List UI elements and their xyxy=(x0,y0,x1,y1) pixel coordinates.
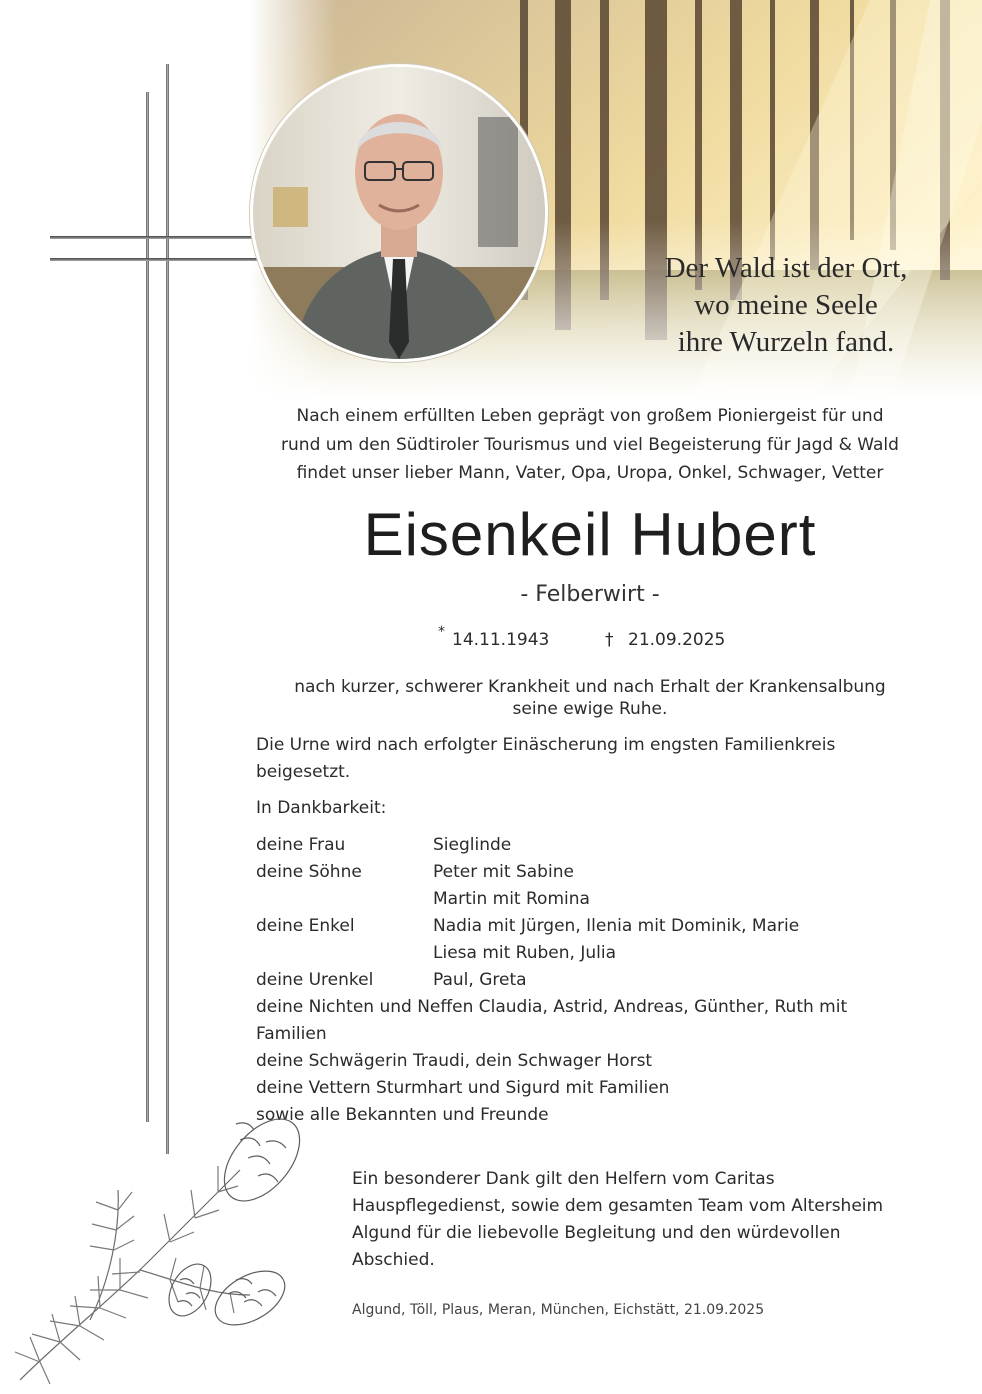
quote-line: ihre Wurzeln fand. xyxy=(677,326,895,358)
portrait-photo xyxy=(250,64,548,362)
family-row xyxy=(256,859,916,886)
thanks-line: Abschied. xyxy=(352,1250,435,1270)
birth-date: 14.11.1943 xyxy=(452,630,550,650)
birth-symbol: * xyxy=(438,624,445,640)
passing-text xyxy=(230,676,950,720)
memorial-quote xyxy=(600,250,972,361)
family-row xyxy=(256,940,916,967)
family-names: Peter mit Sabine xyxy=(433,862,574,882)
family-relation: deine Frau xyxy=(256,835,346,855)
family-relation: sowie alle Bekannten und Freunde xyxy=(256,1105,549,1125)
urn-line: beigesetzt. xyxy=(256,762,351,782)
death-date: 21.09.2025 xyxy=(628,630,726,650)
family-relation: Familien xyxy=(256,1024,327,1044)
family-relation: deine Nichten und Neffen Claudia, Astrid, Andreas, Günther, Ruth mit xyxy=(256,997,848,1017)
family-row xyxy=(256,1102,916,1129)
family-relation: deine Schwägerin Traudi, dein Schwager Horst xyxy=(256,1051,653,1071)
intro-line: Nach einem erfüllten Leben geprägt von großem Pioniergeist für und xyxy=(296,406,884,426)
family-list xyxy=(256,832,916,1129)
pine-branch-illustration xyxy=(0,1080,320,1390)
intro-text xyxy=(230,402,950,488)
family-names: Liesa mit Ruben, Julia xyxy=(433,943,616,963)
family-relation: deine Söhne xyxy=(256,862,362,882)
family-row xyxy=(256,1075,916,1102)
family-names: Nadia mit Jürgen, Ilenia mit Dominik, Marie xyxy=(433,916,800,936)
deceased-nickname: - Felberwirt - xyxy=(520,582,660,607)
intro-line: rund um den Südtiroler Tourismus und viel Begeisterung für Jagd & Wald xyxy=(281,434,899,455)
family-row xyxy=(256,994,916,1021)
family-names: Martin mit Romina xyxy=(433,889,590,909)
family-names: Paul, Greta xyxy=(433,970,527,990)
family-row xyxy=(256,832,916,859)
quote-line: wo meine Seele xyxy=(694,289,878,321)
family-relation: deine Vettern Sturmhart und Sigurd mit Familien xyxy=(256,1078,670,1098)
death-symbol: † xyxy=(605,630,614,650)
gratitude-heading: In Dankbarkeit: xyxy=(256,798,387,818)
special-thanks xyxy=(352,1166,912,1274)
thanks-line: Hauspflegedienst, sowie dem gesamten Team vom Altersheim xyxy=(352,1196,884,1216)
deceased-name: Eisenkeil Hubert xyxy=(363,501,817,568)
passing-line: nach kurzer, schwerer Krankheit und nach Erhalt der Krankensalbung xyxy=(294,677,886,697)
passing-line: seine ewige Ruhe. xyxy=(512,699,668,719)
family-row xyxy=(256,967,916,994)
family-names: Sieglinde xyxy=(433,835,512,855)
family-relation: deine Urenkel xyxy=(256,970,374,990)
family-row xyxy=(256,1021,916,1048)
thanks-line: Ein besonderer Dank gilt den Helfern vom Caritas xyxy=(352,1169,775,1189)
intro-line: findet unser lieber Mann, Vater, Opa, Uropa, Onkel, Schwager, Vetter xyxy=(296,463,884,483)
family-row xyxy=(256,1048,916,1075)
place-and-date: Algund, Töll, Plaus, Meran, München, Eichstätt, 21.09.2025 xyxy=(352,1302,765,1318)
urn-notice xyxy=(256,732,896,786)
quote-line: Der Wald ist der Ort, xyxy=(664,252,908,284)
thanks-line: Algund für die liebevolle Begleitung und den würdevollen xyxy=(352,1223,841,1243)
urn-line: Die Urne wird nach erfolgter Einäscherung im engsten Familienkreis xyxy=(256,735,836,755)
family-relation: deine Enkel xyxy=(256,916,355,936)
family-row xyxy=(256,886,916,913)
family-row xyxy=(256,913,916,940)
